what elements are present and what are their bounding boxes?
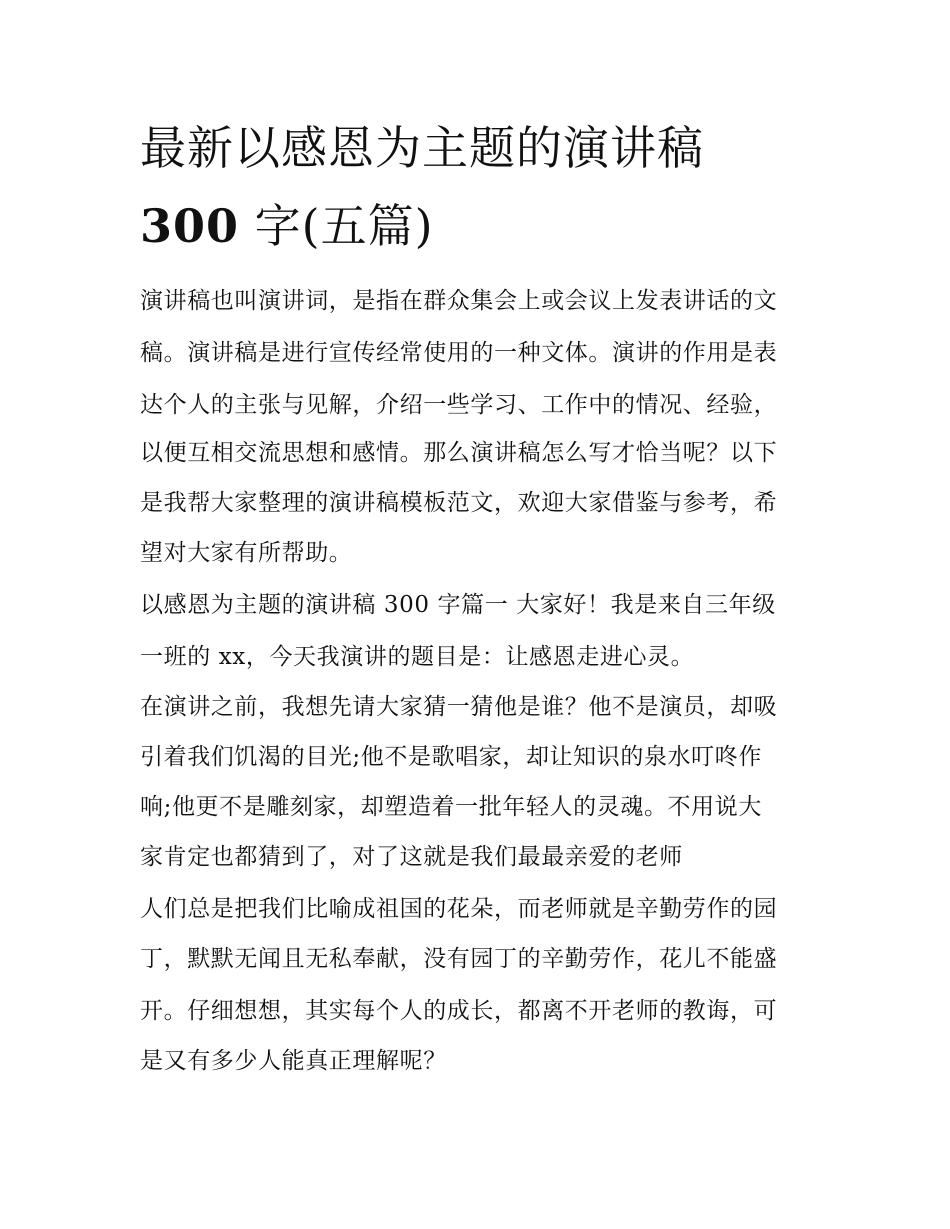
body-line: 以便互相交流思想和感情。那么演讲稿怎么写才恰当呢？以下 <box>140 440 778 466</box>
body-line: 演讲稿也叫演讲词，是指在群众集会上或会议上发表讲话的文 <box>140 288 778 314</box>
body-line: 在演讲之前，我想先请大家猜一猜他是谁？他不是演员，却吸 <box>140 694 778 720</box>
title-text: 最新以感恩为主题的演讲稿 <box>140 121 704 175</box>
title-suffix: 字(五篇) <box>239 199 434 253</box>
body-line: 是又有多少人能真正理解呢？ <box>140 1048 447 1074</box>
body-line: 家肯定也都猜到了，对了这就是我们最最亲爱的老师 <box>140 844 683 870</box>
page-title-line-2 <box>140 200 434 252</box>
body-line: 人们总是把我们比喻成祖国的花朵，而老师就是辛勤劳作的园 <box>140 896 778 922</box>
page-title-line-1 <box>140 122 704 174</box>
body-line: 以感恩为主题的演讲稿 300 字篇一 大家好！我是来自三年级 <box>140 592 776 618</box>
body-line: 开。仔细想想，其实每个人的成长，都离不开老师的教诲，可 <box>140 998 778 1024</box>
body-line: 达个人的主张与见解，介绍一些学习、工作中的情况、经验， <box>140 392 778 418</box>
body-line: 丁，默默无闻且无私奉献，没有园丁的辛勤劳作，花儿不能盛 <box>140 946 778 972</box>
body-line: 引着我们饥渴的目光;他不是歌唱家，却让知识的泉水叮咚作 <box>140 744 762 770</box>
body-line: 望对大家有所帮助。 <box>140 540 353 566</box>
title-number: 300 <box>140 199 240 253</box>
body-line: 稿。演讲稿是进行宣传经常使用的一种文体。演讲的作用是表 <box>140 340 778 366</box>
body-line: 是我帮大家整理的演讲稿模板范文，欢迎大家借鉴与参考，希 <box>140 490 778 516</box>
body-line: 响;他更不是雕刻家，却塑造着一批年轻人的灵魂。不用说大 <box>140 794 762 820</box>
body-line: 一班的 xx，今天我演讲的题目是：让感恩走进心灵。 <box>140 644 695 670</box>
